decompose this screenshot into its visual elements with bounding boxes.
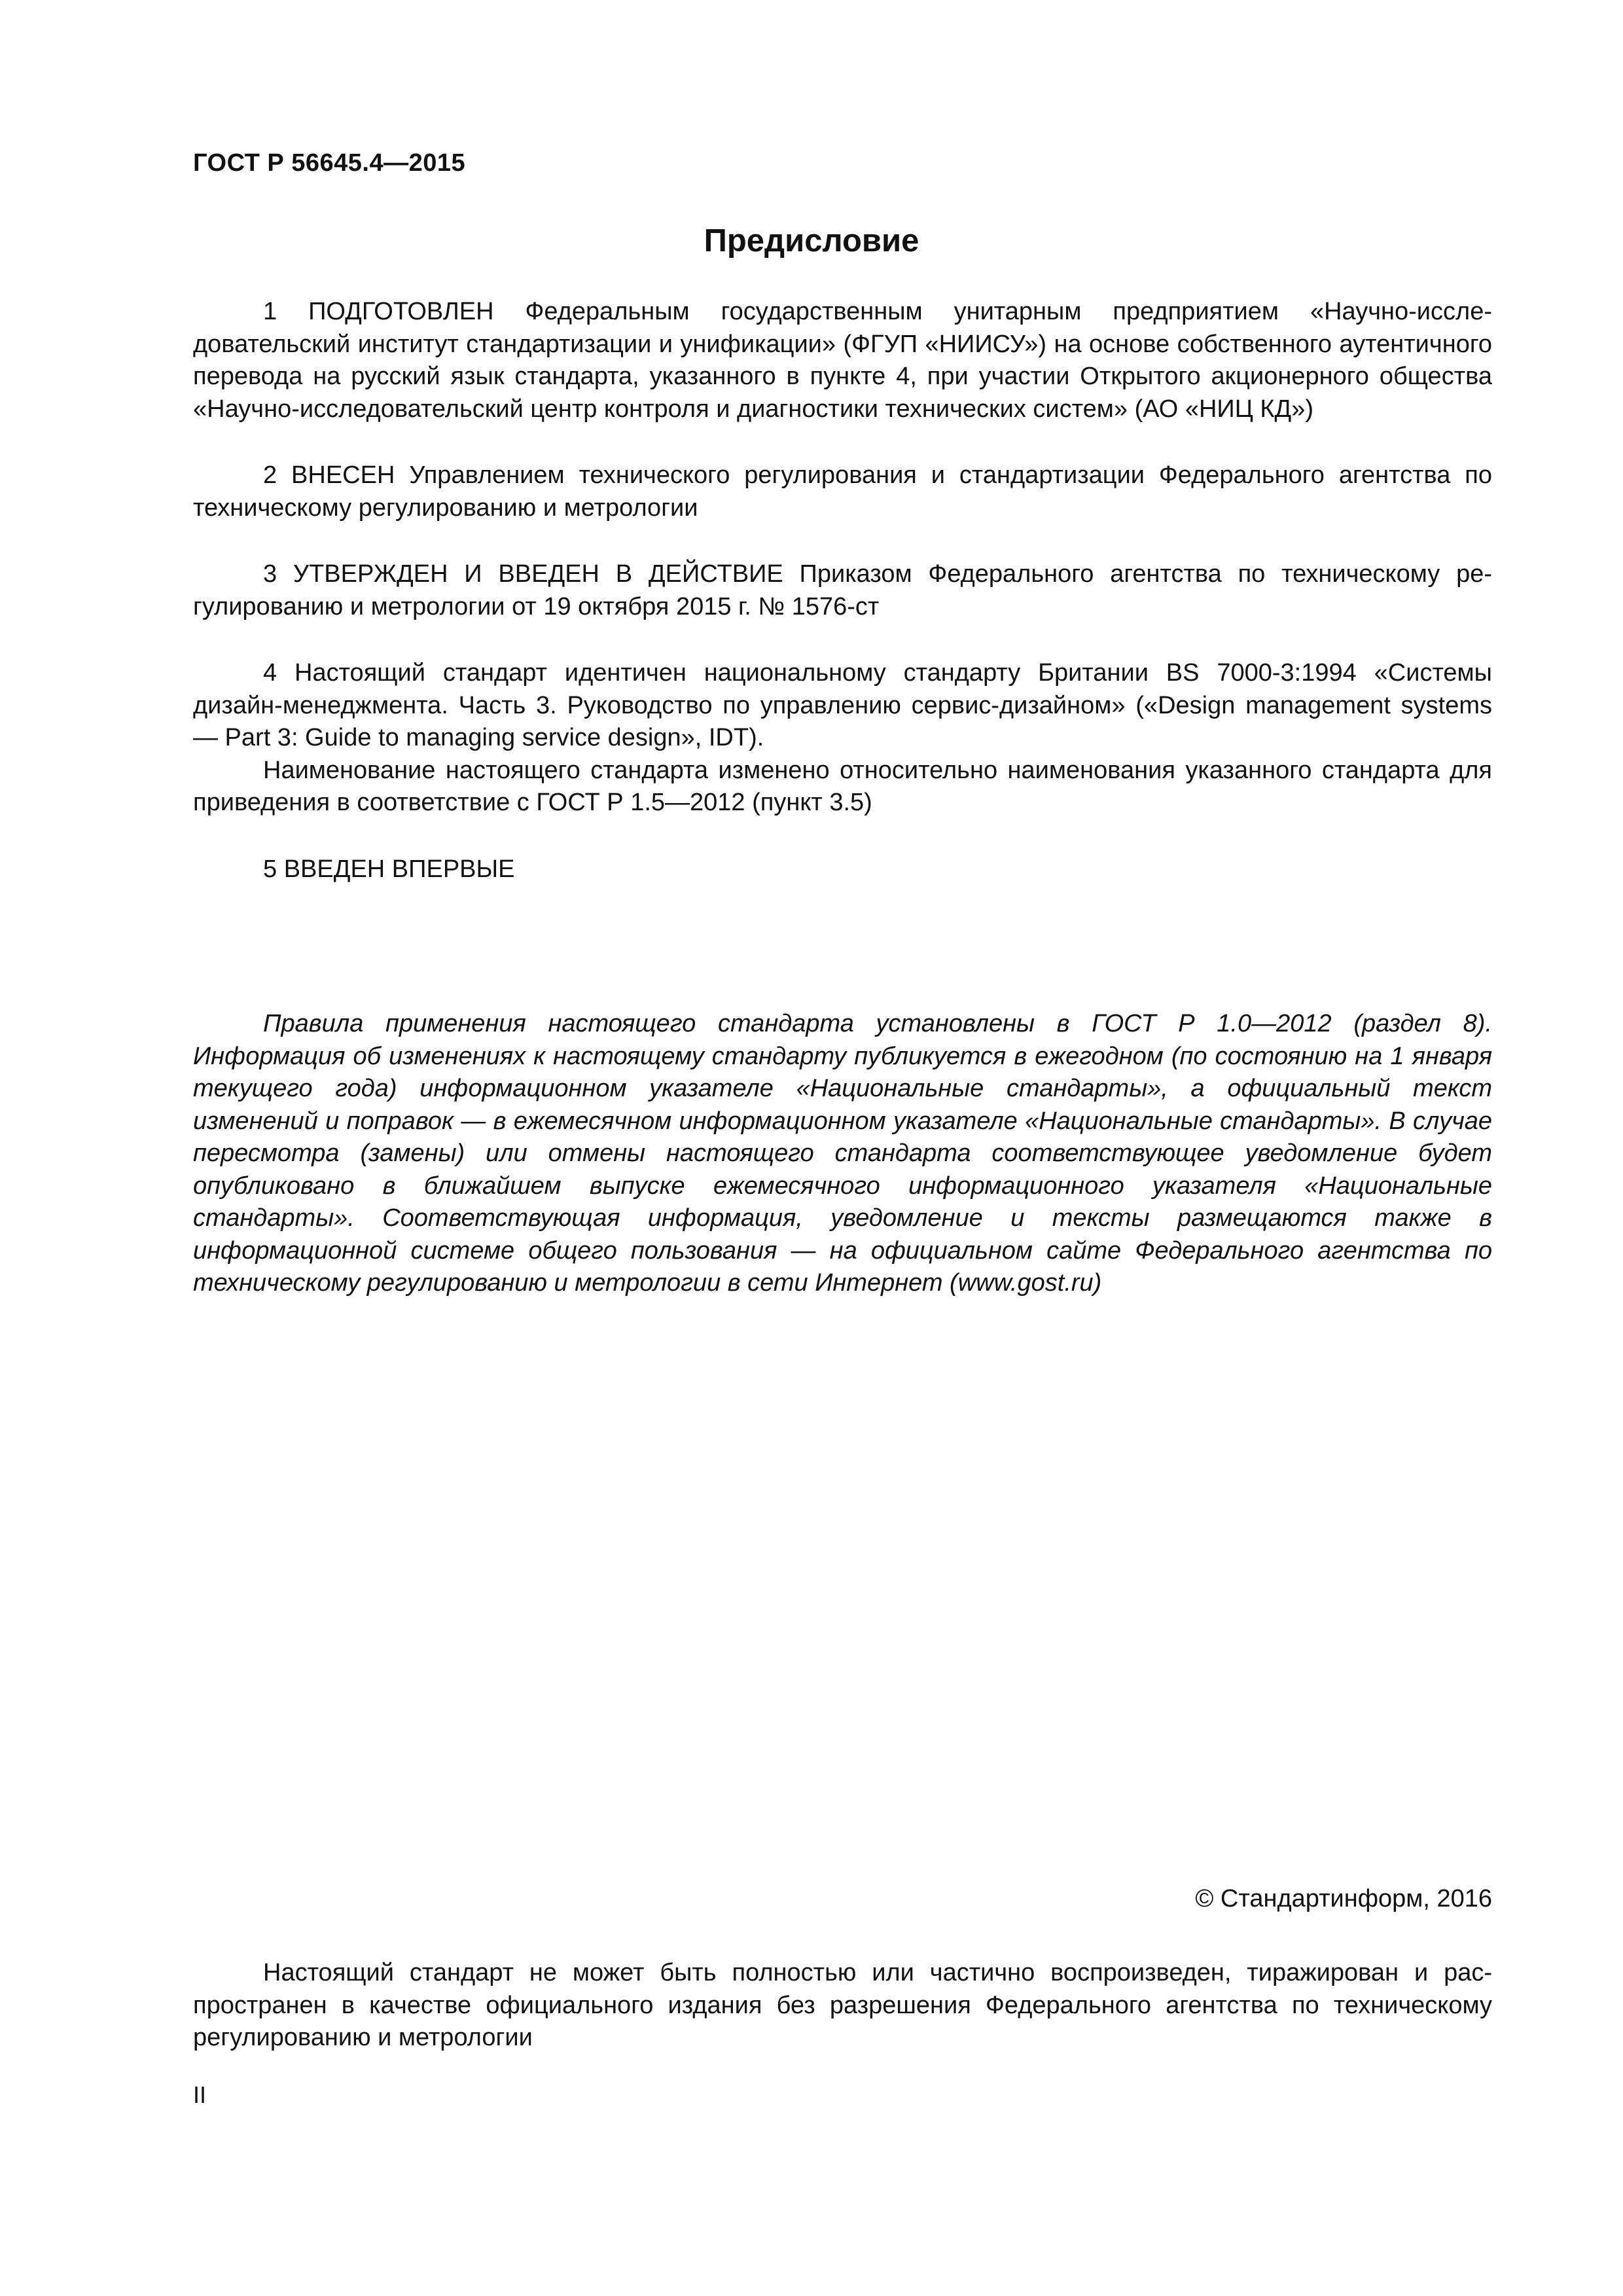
preface-item-4-note: Наименование настоящего стандарта изменено относительно наименования указанного стандарта для приведения в соответствие с ГОСТ Р 1.5—2012 (пункт 3.5): [193, 756, 1492, 816]
preface-item-3: 3 УТВЕРЖДЕН И ВВЕДЕН В ДЕЙСТВИЕ Приказом Федерального агентства по техническому регулированию и метрологии от 19 октября 2015 г. № 1576-ст: [193, 560, 1492, 620]
preface-item-4: 4 Настоящий стандарт идентичен национальному стандарту Британии BS 7000-3:1994 «Системы дизайн-менеджмента. Часть 3. Руководство по управлению сервис-дизайном» («Design management systems — Part 3: Guide to managing service design», IDT).: [193, 659, 1492, 751]
document-code: ГОСТ Р 56645.4—2015: [193, 149, 466, 177]
reproduction-notice: Настоящий стандарт не может быть полностью или частично воспроизведен, тиражирован и распространен в качестве официального издания без разрешения Федерального агентства по техническому регулированию и метрологии: [193, 1959, 1492, 2051]
preface-body: [193, 296, 1492, 886]
preface-item-5: 5 ВВЕДЕН ВПЕРВЫЕ: [263, 855, 515, 883]
preface-item-2: 2 ВНЕСЕН Управлением технического регулирования и стандартизации Федерального агентства по техническому регулированию и метрологии: [193, 461, 1492, 522]
rules-paragraph: Правила применения настоящего стандарта установлены в ГОСТ Р 1.0—2012 (раздел 8). Информация об изменениях к настоящему стандарту публикуется в ежегодном (по состоянию на 1 января текущего года) информационном указателе «Национальные стандарты», а официальный текст изменений и поправок — в ежемесячном информационном указателе «Национальные стандарты». В случае пересмотра (замены) или отмены настоящего стандарта соответствующее уведомление будет опубликовано в ближайшем выпуске ежемесячного информационного указателя «Национальные стандарты». Соответствующая информация, уведомление и тексты размещаются также в информационной системе общего пользования — на официальном сайте Федерального агентства по техническому регулированию и метрологии в сети Интернет (www.gost.ru): [193, 1010, 1492, 1297]
copyright-line: © Стандартинформ, 2016: [1195, 1885, 1492, 1912]
page-title: Предисловие: [704, 223, 919, 259]
preface-item-1: 1 ПОДГОТОВЛЕН Федеральным государственным унитарным предприятием «Научно-исследовательский институт стандартизации и унификации» (ФГУП «НИИСУ») на основе собственного аутентичного перевода на русский язык стандарта, указанного в пункте 4, при участии Открытого акционерного общества «Научно-исследовательский центр контроля и диагностики технических систем» (АО «НИЦ КД»): [193, 298, 1492, 423]
page-number: II: [193, 2081, 207, 2108]
